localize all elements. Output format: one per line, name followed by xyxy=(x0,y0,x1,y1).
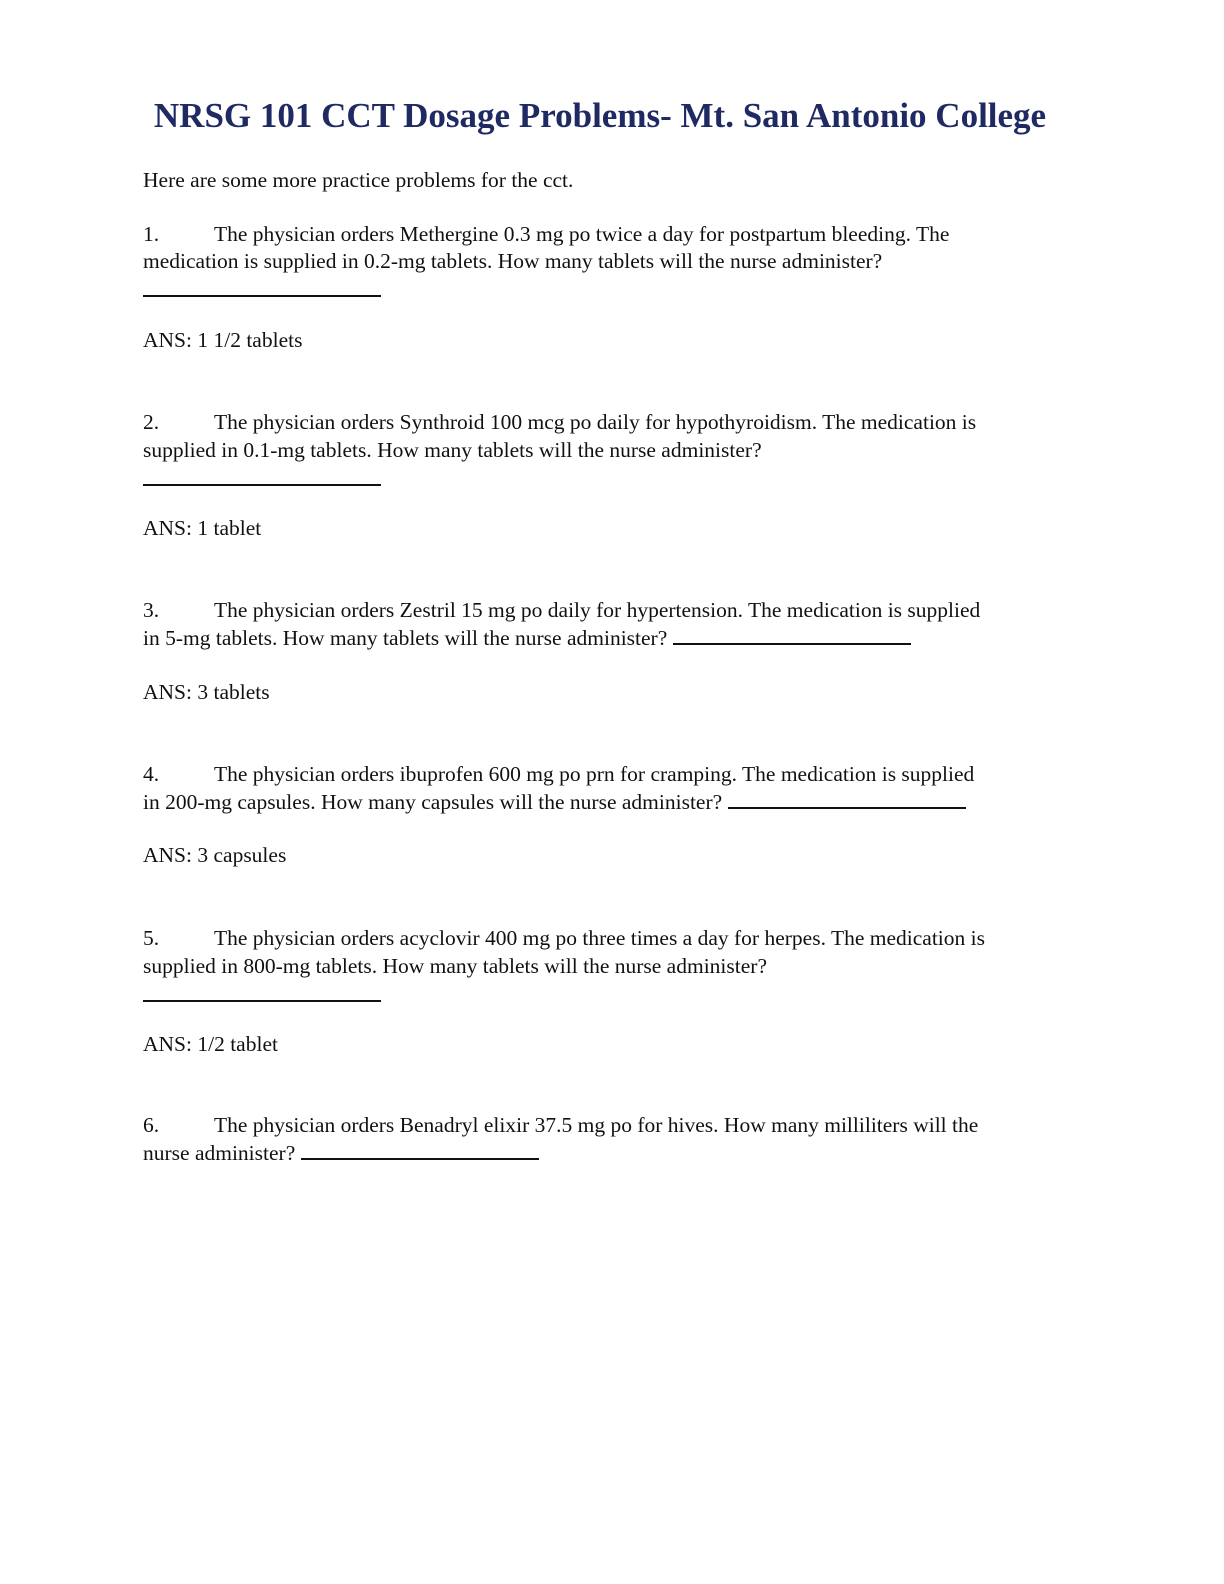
answer-blank xyxy=(673,643,911,645)
question-line-2 xyxy=(143,788,1083,816)
answer-text: ANS: 3 capsules xyxy=(143,843,287,867)
question-line xyxy=(143,408,1083,436)
answer-blank xyxy=(143,295,381,297)
answer-blank xyxy=(728,807,966,809)
question-text-continued: medication is supplied in 0.2-mg tablets. How many tablets will the nurse administer? xyxy=(143,249,883,273)
question-text: The physician orders Zestril 15 mg po daily for hypertension. The medication is supplied xyxy=(214,598,981,622)
question-line xyxy=(143,760,1083,788)
question-text: The physician orders Benadryl elixir 37.5 mg po for hives. How many milliliters will the xyxy=(214,1113,979,1137)
question-text-continued: supplied in 800-mg tablets. How many tablets will the nurse administer? xyxy=(143,954,767,978)
question-number: 6. xyxy=(143,1113,160,1137)
question-text: The physician orders acyclovir 400 mg po three times a day for herpes. The medication is xyxy=(214,926,985,950)
question-text-continued: nurse administer? xyxy=(143,1141,296,1165)
answer-blank xyxy=(143,484,381,486)
question-text-continued: supplied in 0.1-mg tablets. How many tablets will the nurse administer? xyxy=(143,438,762,462)
answer-text: ANS: 3 tablets xyxy=(143,680,270,704)
question-text: The physician orders ibuprofen 600 mg po prn for cramping. The medication is supplied xyxy=(214,762,975,786)
question-text: The physician orders Synthroid 100 mcg po daily for hypothyroidism. The medication is xyxy=(214,410,977,434)
question-text-continued: in 200-mg capsules. How many capsules will the nurse administer? xyxy=(143,790,723,814)
question-line-2 xyxy=(143,1139,1083,1167)
answer-text: ANS: 1/2 tablet xyxy=(143,1032,278,1056)
question-line xyxy=(143,1111,1083,1139)
page-title: NRSG 101 CCT Dosage Problems- Mt. San Antonio College xyxy=(153,96,1047,135)
question-number: 3. xyxy=(143,598,160,622)
question-text: The physician orders Methergine 0.3 mg po twice a day for postpartum bleeding. The xyxy=(214,222,950,246)
question-line xyxy=(143,596,1083,624)
question-number: 4. xyxy=(143,762,160,786)
question-line xyxy=(143,220,1083,248)
question-text-continued: in 5-mg tablets. How many tablets will the nurse administer? xyxy=(143,626,668,650)
question-number: 5. xyxy=(143,926,160,950)
question-line-2 xyxy=(143,624,1083,652)
answer-blank xyxy=(143,1000,381,1002)
question-number: 1. xyxy=(143,222,160,246)
answer-blank xyxy=(301,1158,539,1160)
intro-text: Here are some more practice problems for the cct. xyxy=(143,168,574,192)
question-line xyxy=(143,924,1083,952)
answer-text: ANS: 1 1/2 tablets xyxy=(143,328,303,352)
question-number: 2. xyxy=(143,410,160,434)
answer-text: ANS: 1 tablet xyxy=(143,516,262,540)
